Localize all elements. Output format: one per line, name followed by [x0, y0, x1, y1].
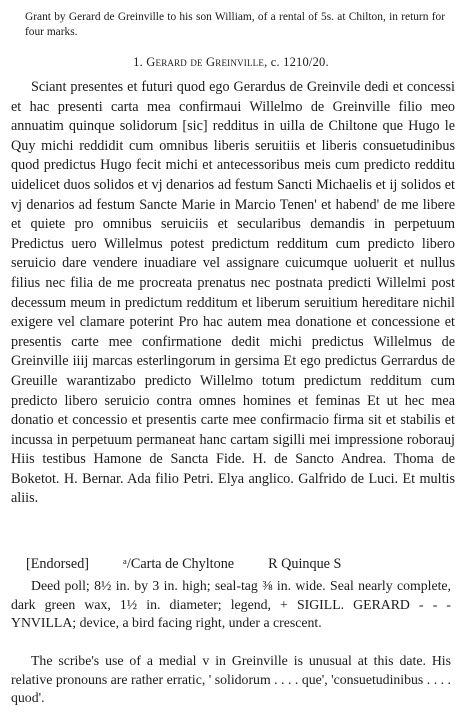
charter-text [11, 78, 455, 509]
charter-date: , c. 1210/20. [264, 55, 329, 69]
charter-summary: Grant by Gerard de Greinville to his son William, of a rental of 5s. at Chilton, in return for four marks. [25, 11, 445, 38]
commentary-note: The scribe's use of a medial v in Greinville is unusual at this date. His relative pronouns are rather erratic, ' solidorum . . . . que', 'consuetudinibus . . . . quod'. [11, 653, 451, 705]
charter-heading [0, 55, 462, 70]
charter-grantor-name: Gerard de Greinville [146, 55, 265, 69]
charter-paragraph: Sciant presentes et futuri quod ego Gerardus de Greinvile dedi et concessi et hac presenti carta mea confirmaui Willelmo de Greinville filio meo annuatim quinque solidorum [sic] redditus in uilla de Chiltone que Hugo le Quy michi reddidit cum omnibus liberis seruitiis et liberis consuetudinibus quod predictus Hugo fecit michi et antecessoribus meis cum predicto redditu uidelicet duos solidos et vj denarios ad festum Sancti Michaelis et ij solidos et vj denarios ad festum Sancte Marie in Marcio Tenen' et habend' de me libere et quiete pro omnibus seruiciis et secularibus demandis in perpetuum Predictus uero Willelmus potest predictum redditum cum predicto libero seruicio dare vendere inuadiare vel assignare cuicumque uoluerit et nullus filius nec filia de me procreata prenatus nec postnata predicti Willelmi post decessum meum in predictum redditum et liberum seruitium hereditare nichil exigere vel clamare poterint Pro hac autem mea donatione et concessione et presentis carte mee confirmatione dedit michi predictus Willelmus de Greinville iiij marcas esterlingorum in gersima Et ego predictus Gerrardus de Greuille warantizabo predicto Willelmo totum predictum redditum cum predicto libero seruicio contra omnes homines et feminas Et ut hec mea donatio et concessio et presentis carte mee confirmacio firma sit et stabilis et incussa in perpetuum permaneat hanc cartam sigilli mei impressione roborauj Hiis testibus Hamone de Sancta Fide. H. de Sancto Andrea. Thoma de Boketot. H. Bernar. Ada filio Petri. Elya anglico. Galfrido de Luci. Et multis aliis. [11, 79, 455, 507]
physical-description-note: Deed poll; 8½ in. by 3 in. high; seal-tag ⅜ in. wide. Seal nearly complete, dark green wax, 1½ in. diameter; legend, + SIGILL. GERARD - - - YNVILLA; device, a bird facing right, under a crescent. [11, 578, 451, 630]
endorsement-label: [Endorsed] [26, 556, 90, 572]
charter-number: 1. [133, 55, 143, 69]
endorsement-line [26, 556, 341, 573]
endorsement-value: R Quinque S [268, 556, 342, 572]
endorsement-carta: ᵃ/Carta de Chyltone [123, 556, 235, 572]
